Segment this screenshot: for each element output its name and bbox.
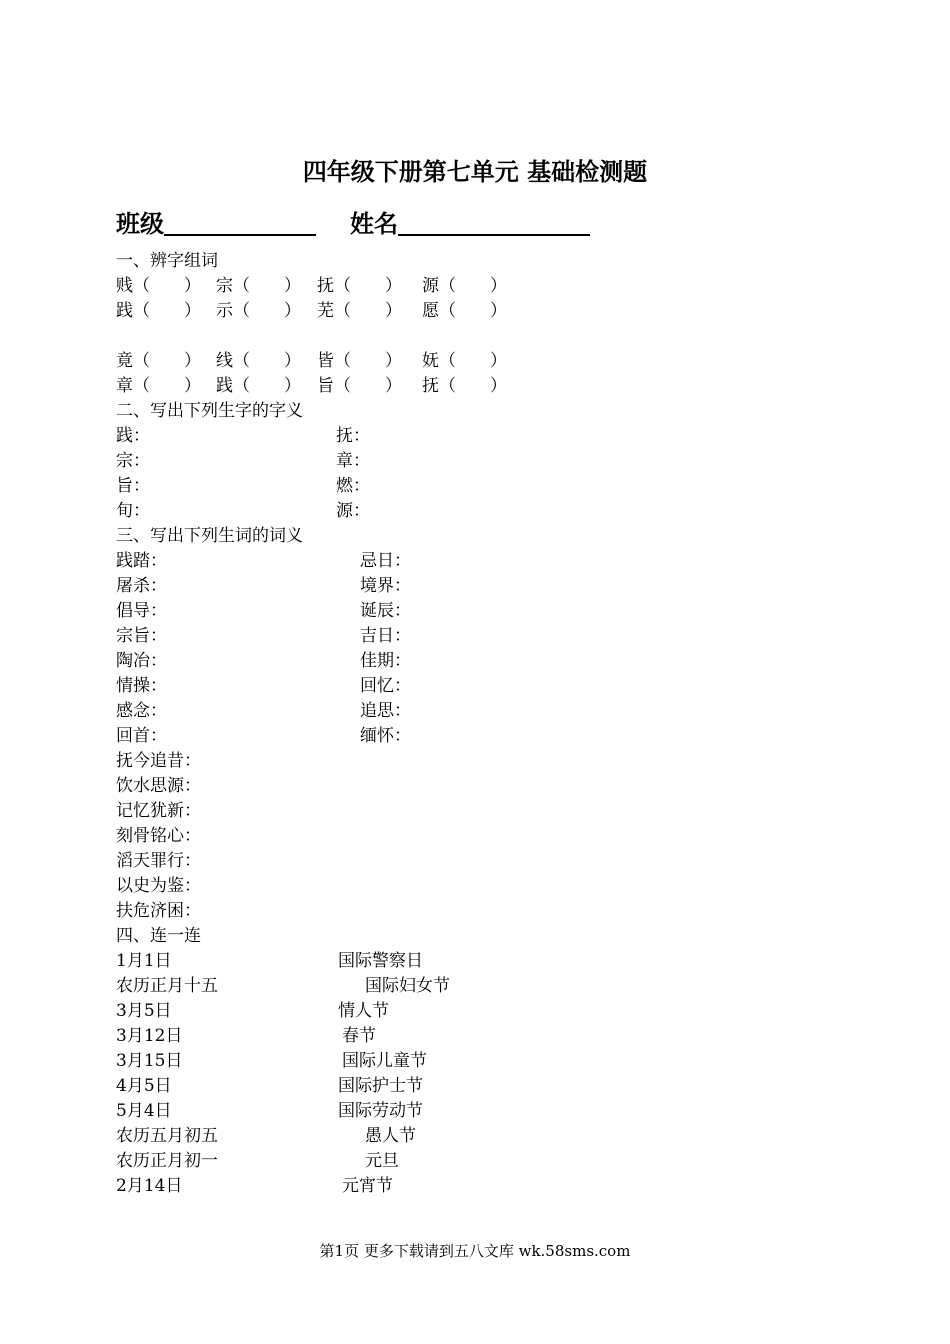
- word-pair-item: 旨（ ）: [317, 376, 402, 396]
- name-label: 姓名: [350, 210, 398, 238]
- word-meaning-item: 屠杀：: [116, 576, 167, 596]
- word-meaning-item: 吉日：: [360, 626, 411, 646]
- festival-item[interactable]: 国际妇女节: [365, 976, 450, 996]
- word-pair-item: 妩（ ）: [422, 351, 507, 371]
- idiom-meaning-item: 以史为鉴：: [116, 876, 201, 896]
- date-item[interactable]: 3月15日: [116, 1051, 183, 1071]
- word-pair-item: 宗（ ）: [216, 276, 301, 296]
- section1-heading: 一、辨字组词: [116, 251, 218, 271]
- char-meaning-item: 源：: [336, 501, 370, 521]
- word-meaning-item: 陶冶：: [116, 651, 167, 671]
- festival-item[interactable]: 春节: [342, 1026, 376, 1046]
- word-pair-item: 线（ ）: [216, 351, 301, 371]
- word-pair-item: 愿（ ）: [422, 301, 507, 321]
- student-info-row: [116, 210, 590, 236]
- date-item[interactable]: 3月12日: [116, 1026, 183, 1046]
- char-meaning-item: 章：: [336, 451, 370, 471]
- char-meaning-item: 燃：: [336, 476, 370, 496]
- char-meaning-item: 抚：: [336, 426, 370, 446]
- word-meaning-item: 回忆：: [360, 676, 411, 696]
- festival-item[interactable]: 情人节: [338, 1001, 389, 1021]
- word-pair-item: 皆（ ）: [317, 351, 402, 371]
- idiom-meaning-item: 扶危济困：: [116, 901, 201, 921]
- char-meaning-item: 宗：: [116, 451, 150, 471]
- festival-item[interactable]: 国际警察日: [338, 951, 423, 971]
- date-item[interactable]: 4月5日: [116, 1076, 172, 1096]
- word-pair-item: 践（ ）: [116, 301, 201, 321]
- date-item[interactable]: 农历五月初五: [116, 1126, 218, 1146]
- date-item[interactable]: 5月4日: [116, 1101, 172, 1121]
- idiom-meaning-item: 抚今追昔：: [116, 751, 201, 771]
- date-item[interactable]: 1月1日: [116, 951, 172, 971]
- section2-heading: 二、写出下列生字的字义: [116, 401, 303, 421]
- section3-heading: 三、写出下列生词的词义: [116, 526, 303, 546]
- word-meaning-item: 宗旨：: [116, 626, 167, 646]
- page-title: 四年级下册第七单元 基础检测题: [302, 158, 648, 186]
- word-meaning-item: 追思：: [360, 701, 411, 721]
- name-blank[interactable]: [398, 210, 590, 236]
- word-pair-item: 贱（ ）: [116, 276, 201, 296]
- word-meaning-item: 情操：: [116, 676, 167, 696]
- word-pair-item: 抚（ ）: [422, 376, 507, 396]
- char-meaning-item: 旬：: [116, 501, 150, 521]
- festival-item[interactable]: 元旦: [365, 1151, 399, 1171]
- idiom-meaning-item: 滔天罪行：: [116, 851, 201, 871]
- class-blank[interactable]: [164, 210, 316, 236]
- word-meaning-item: 倡导：: [116, 601, 167, 621]
- word-pair-item: 抚（ ）: [317, 276, 402, 296]
- word-meaning-item: 忌日：: [360, 551, 411, 571]
- section4-heading: 四、连一连: [116, 926, 201, 946]
- char-meaning-item: 践：: [116, 426, 150, 446]
- date-item[interactable]: 农历正月初一: [116, 1151, 218, 1171]
- word-meaning-item: 佳期：: [360, 651, 411, 671]
- word-pair-item: 示（ ）: [216, 301, 301, 321]
- word-pair-item: 芜（ ）: [317, 301, 402, 321]
- festival-item[interactable]: 元宵节: [342, 1176, 393, 1196]
- idiom-meaning-item: 记忆犹新：: [116, 801, 201, 821]
- date-item[interactable]: 农历正月十五: [116, 976, 218, 996]
- word-meaning-item: 践踏：: [116, 551, 167, 571]
- date-item[interactable]: 2月14日: [116, 1176, 183, 1196]
- idiom-meaning-item: 刻骨铭心：: [116, 826, 201, 846]
- word-meaning-item: 感念：: [116, 701, 167, 721]
- word-pair-item: 践（ ）: [216, 376, 301, 396]
- class-label: 班级: [116, 210, 164, 238]
- word-meaning-item: 缅怀：: [360, 726, 411, 746]
- festival-item[interactable]: 国际儿童节: [342, 1051, 427, 1071]
- word-pair-item: 竟（ ）: [116, 351, 201, 371]
- word-pair-item: 章（ ）: [116, 376, 201, 396]
- page-footer: 第1页 更多下载请到五八文库 wk.58sms.com: [319, 1242, 631, 1260]
- char-meaning-item: 旨：: [116, 476, 150, 496]
- date-item[interactable]: 3月5日: [116, 1001, 172, 1021]
- festival-item[interactable]: 国际护士节: [338, 1076, 423, 1096]
- word-meaning-item: 回首：: [116, 726, 167, 746]
- word-pair-item: 源（ ）: [422, 276, 507, 296]
- word-meaning-item: 诞辰：: [360, 601, 411, 621]
- idiom-meaning-item: 饮水思源：: [116, 776, 201, 796]
- festival-item[interactable]: 愚人节: [365, 1126, 416, 1146]
- word-meaning-item: 境界：: [360, 576, 411, 596]
- festival-item[interactable]: 国际劳动节: [338, 1101, 423, 1121]
